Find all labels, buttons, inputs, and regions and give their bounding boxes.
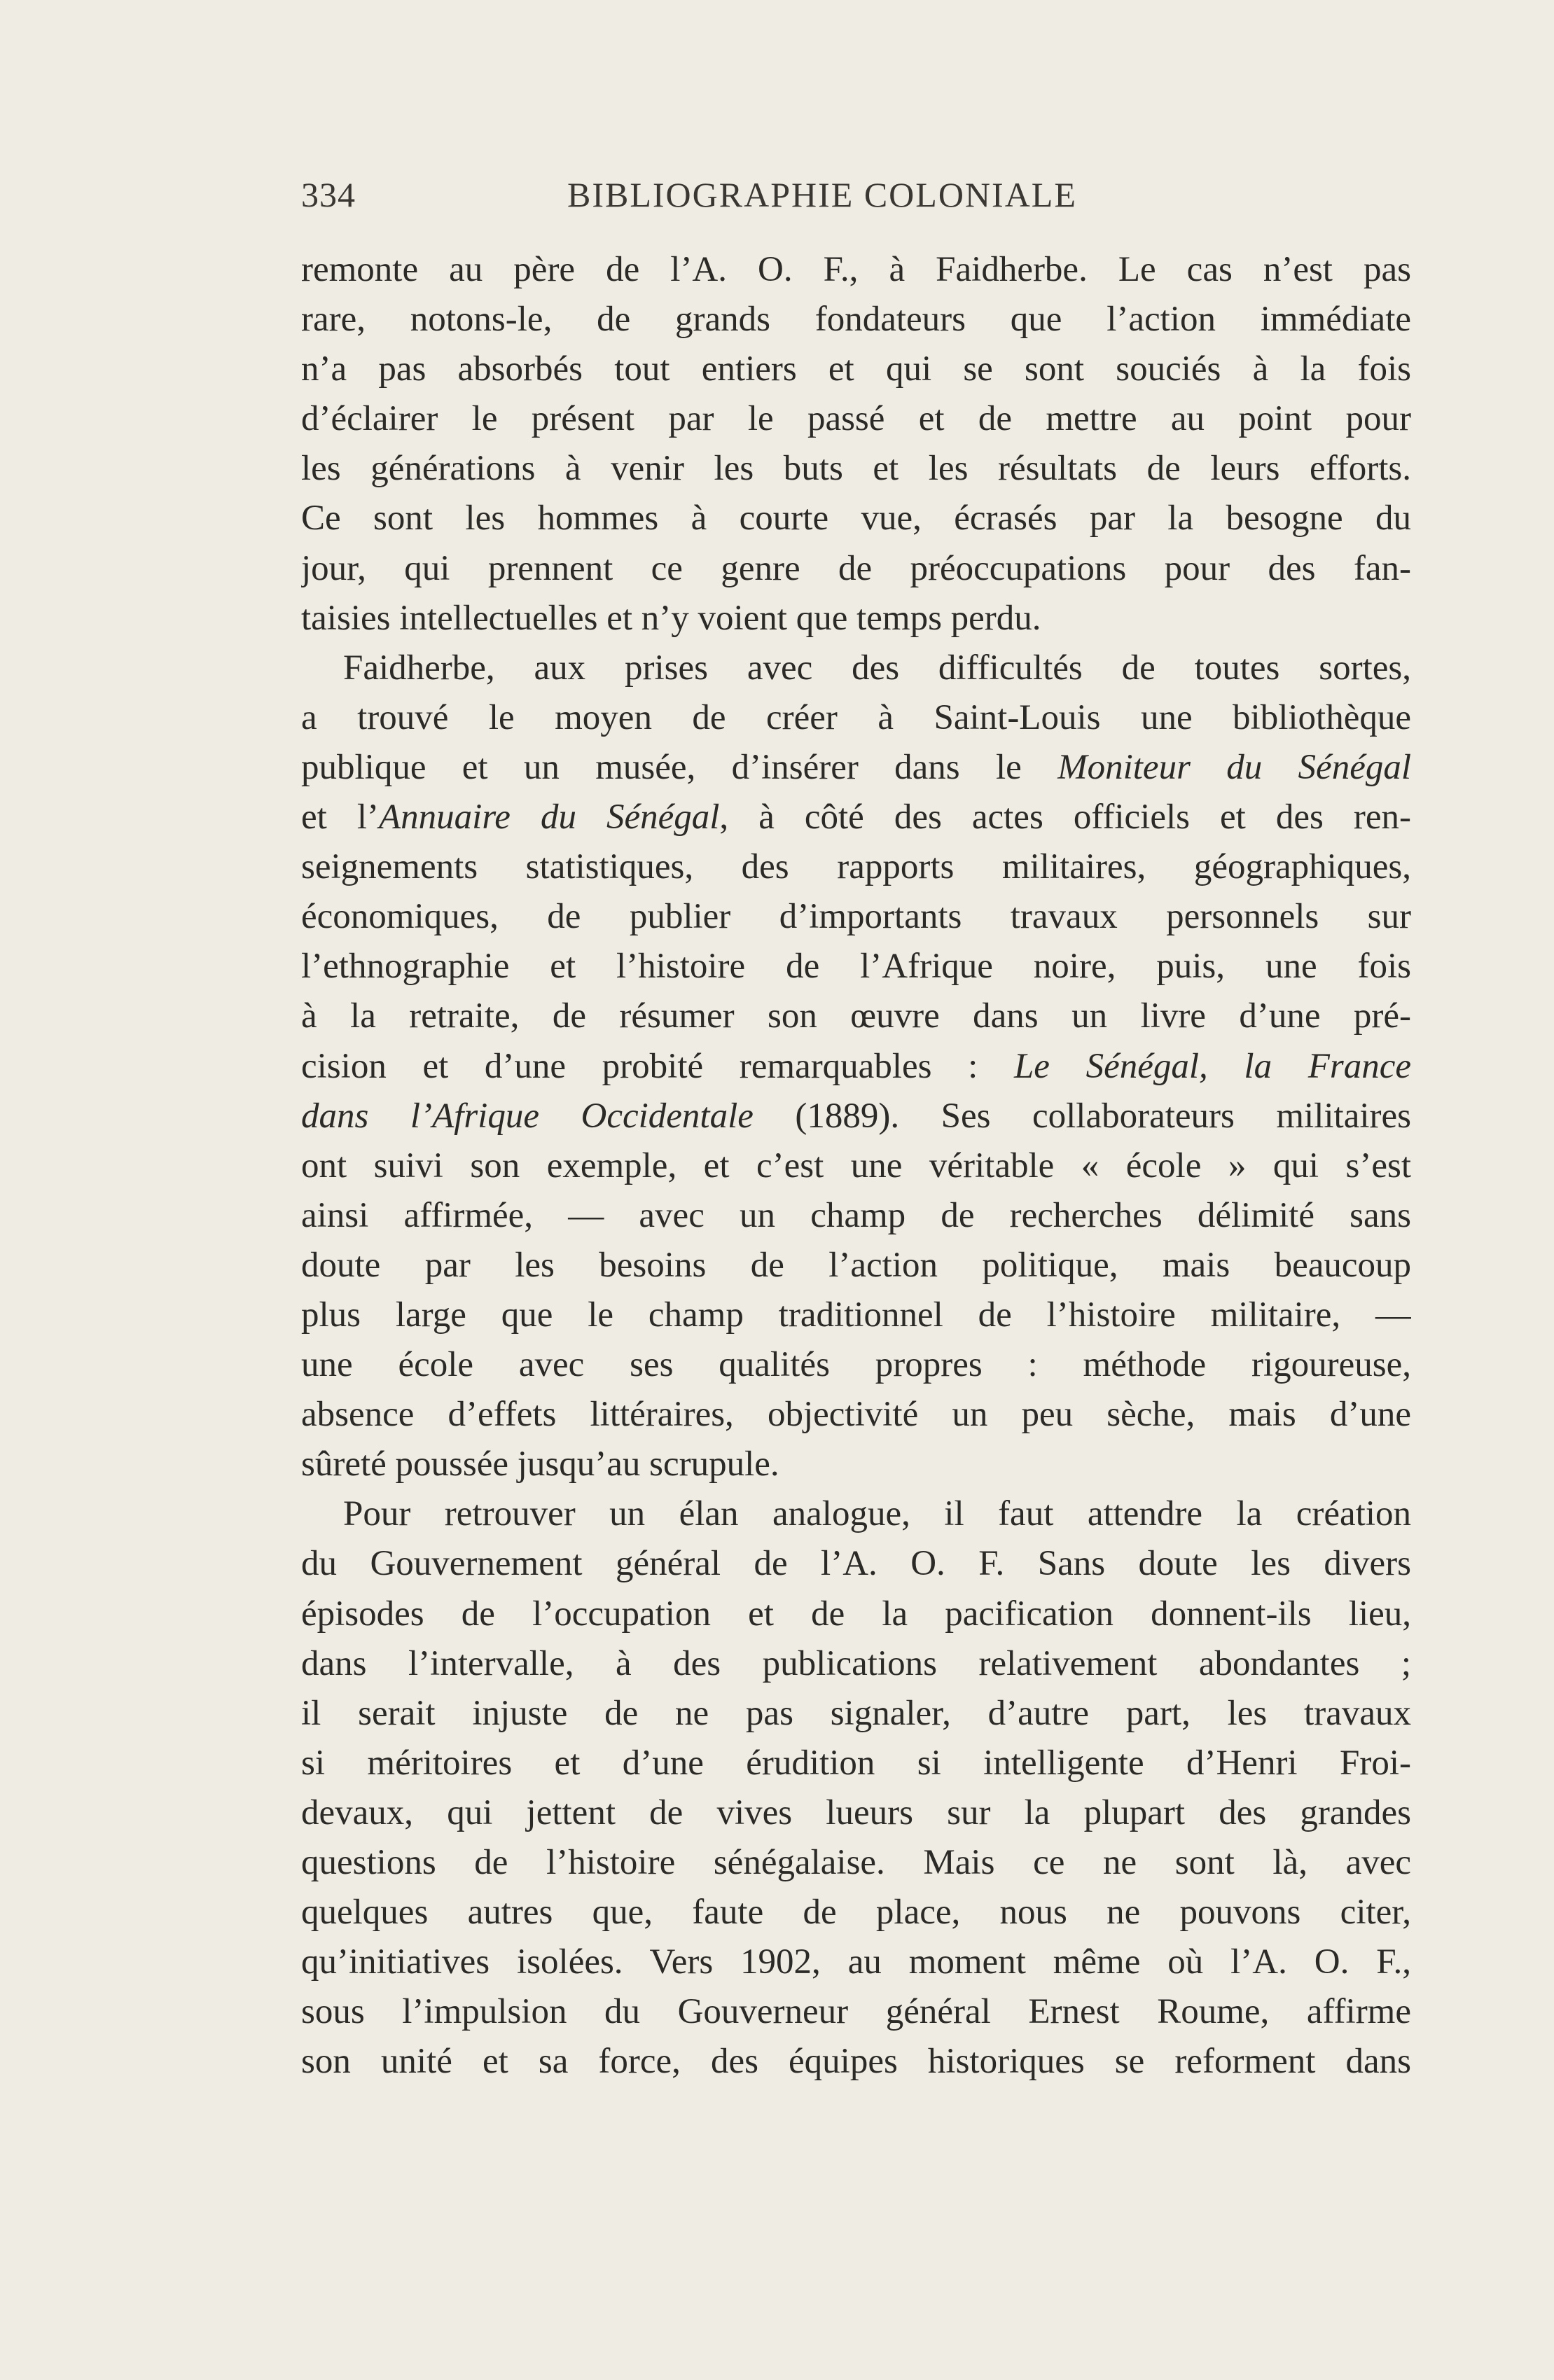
text-line-28: épisodes de l’occupation et de la pacification donnent-ils lieu, — [301, 1594, 1411, 1634]
page-number: 334 — [301, 175, 356, 214]
text-line-1: remonte au père de l’A. O. F., à Faidherbe. Le cas n’est pas — [301, 250, 1411, 289]
text-line-37: son unité et sa force, des équipes historiques se reforment dans — [301, 2042, 1411, 2082]
text-line-34: quelques autres que, faute de place, nous ne pouvons citer, — [301, 1893, 1411, 1933]
text-line-25: sûreté poussée jusqu’au scrupule. — [301, 1445, 779, 1484]
text-line-22: plus large que le champ traditionnel de l’histoire militaire, — — [301, 1295, 1411, 1335]
text-line-36: sous l’impulsion du Gouverneur général Ernest Roume, affirme — [301, 1992, 1411, 2032]
text-line-23: une école avec ses qualités propres : méthode rigoureuse, — [301, 1345, 1411, 1385]
text-line-9: Faidherbe, aux prises avec des difficultés de toutes sortes, — [343, 648, 1411, 688]
page-header — [301, 174, 1142, 216]
text-line-26: Pour retrouver un élan analogue, il faut attendre la création — [343, 1494, 1411, 1534]
text-line-13: seignements statistiques, des rapports militaires, géographiques, — [301, 847, 1411, 887]
text-line-17: cision et d’une probité remarquables : Le Sénégal, la France — [301, 1046, 1411, 1086]
text-line-20: ainsi affirmée, — avec un champ de recherches délimité sans — [301, 1195, 1411, 1235]
text-line-32: devaux, qui jettent de vives lueurs sur la plupart des grandes — [301, 1793, 1411, 1832]
text-line-3: n’a pas absorbés tout entiers et qui se sont souciés à la fois — [301, 349, 1411, 389]
running-title: BIBLIOGRAPHIE COLONIALE — [567, 175, 1077, 214]
text-line-4: d’éclairer le présent par le passé et de mettre au point pour — [301, 399, 1411, 439]
text-line-15: l’ethnographie et l’histoire de l’Afrique noire, puis, une fois — [301, 947, 1411, 987]
body-text — [301, 245, 1411, 2087]
text-line-16: à la retraite, de résumer son œuvre dans un livre d’une pré- — [301, 996, 1411, 1036]
text-line-31: si méritoires et d’une érudition si intelligente d’Henri Froi- — [301, 1743, 1411, 1783]
text-line-6: Ce sont les hommes à courte vue, écrasés par la besogne du — [301, 499, 1411, 538]
text-line-7: jour, qui prennent ce genre de préoccupations pour des fan- — [301, 548, 1411, 588]
text-line-30: il serait injuste de ne pas signaler, d’autre part, les travaux — [301, 1693, 1411, 1733]
text-line-8: taisies intellectuelles et n’y voient que temps perdu. — [301, 598, 1041, 638]
text-line-11: publique et un musée, d’insérer dans le Moniteur du Sénégal — [301, 747, 1411, 787]
text-line-24: absence d’effets littéraires, objectivité un peu sèche, mais d’une — [301, 1395, 1411, 1435]
text-line-12: et l’Annuaire du Sénégal, à côté des actes officiels et des ren- — [301, 798, 1411, 837]
text-line-10: a trouvé le moyen de créer à Saint-Louis une bibliothèque — [301, 697, 1411, 737]
text-line-27: du Gouvernement général de l’A. O. F. Sans doute les divers — [301, 1544, 1411, 1584]
text-line-19: ont suivi son exemple, et c’est une véritable « école » qui s’est — [301, 1146, 1411, 1185]
text-line-14: économiques, de publier d’importants travaux personnels sur — [301, 897, 1411, 937]
text-line-35: qu’initiatives isolées. Vers 1902, au moment même où l’A. O. F., — [301, 1942, 1411, 1982]
text-line-21: doute par les besoins de l’action politique, mais beaucoup — [301, 1245, 1411, 1285]
text-line-2: rare, notons-le, de grands fondateurs que l’action immédiate — [301, 300, 1411, 340]
text-line-18: dans l’Afrique Occidentale (1889). Ses collaborateurs militaires — [301, 1096, 1411, 1136]
text-line-5: les générations à venir les buts et les résultats de leurs efforts. — [301, 449, 1411, 489]
text-line-29: dans l’intervalle, à des publications relativement abondantes ; — [301, 1643, 1411, 1683]
text-line-33: questions de l’histoire sénégalaise. Mais ce ne sont là, avec — [301, 1843, 1411, 1882]
